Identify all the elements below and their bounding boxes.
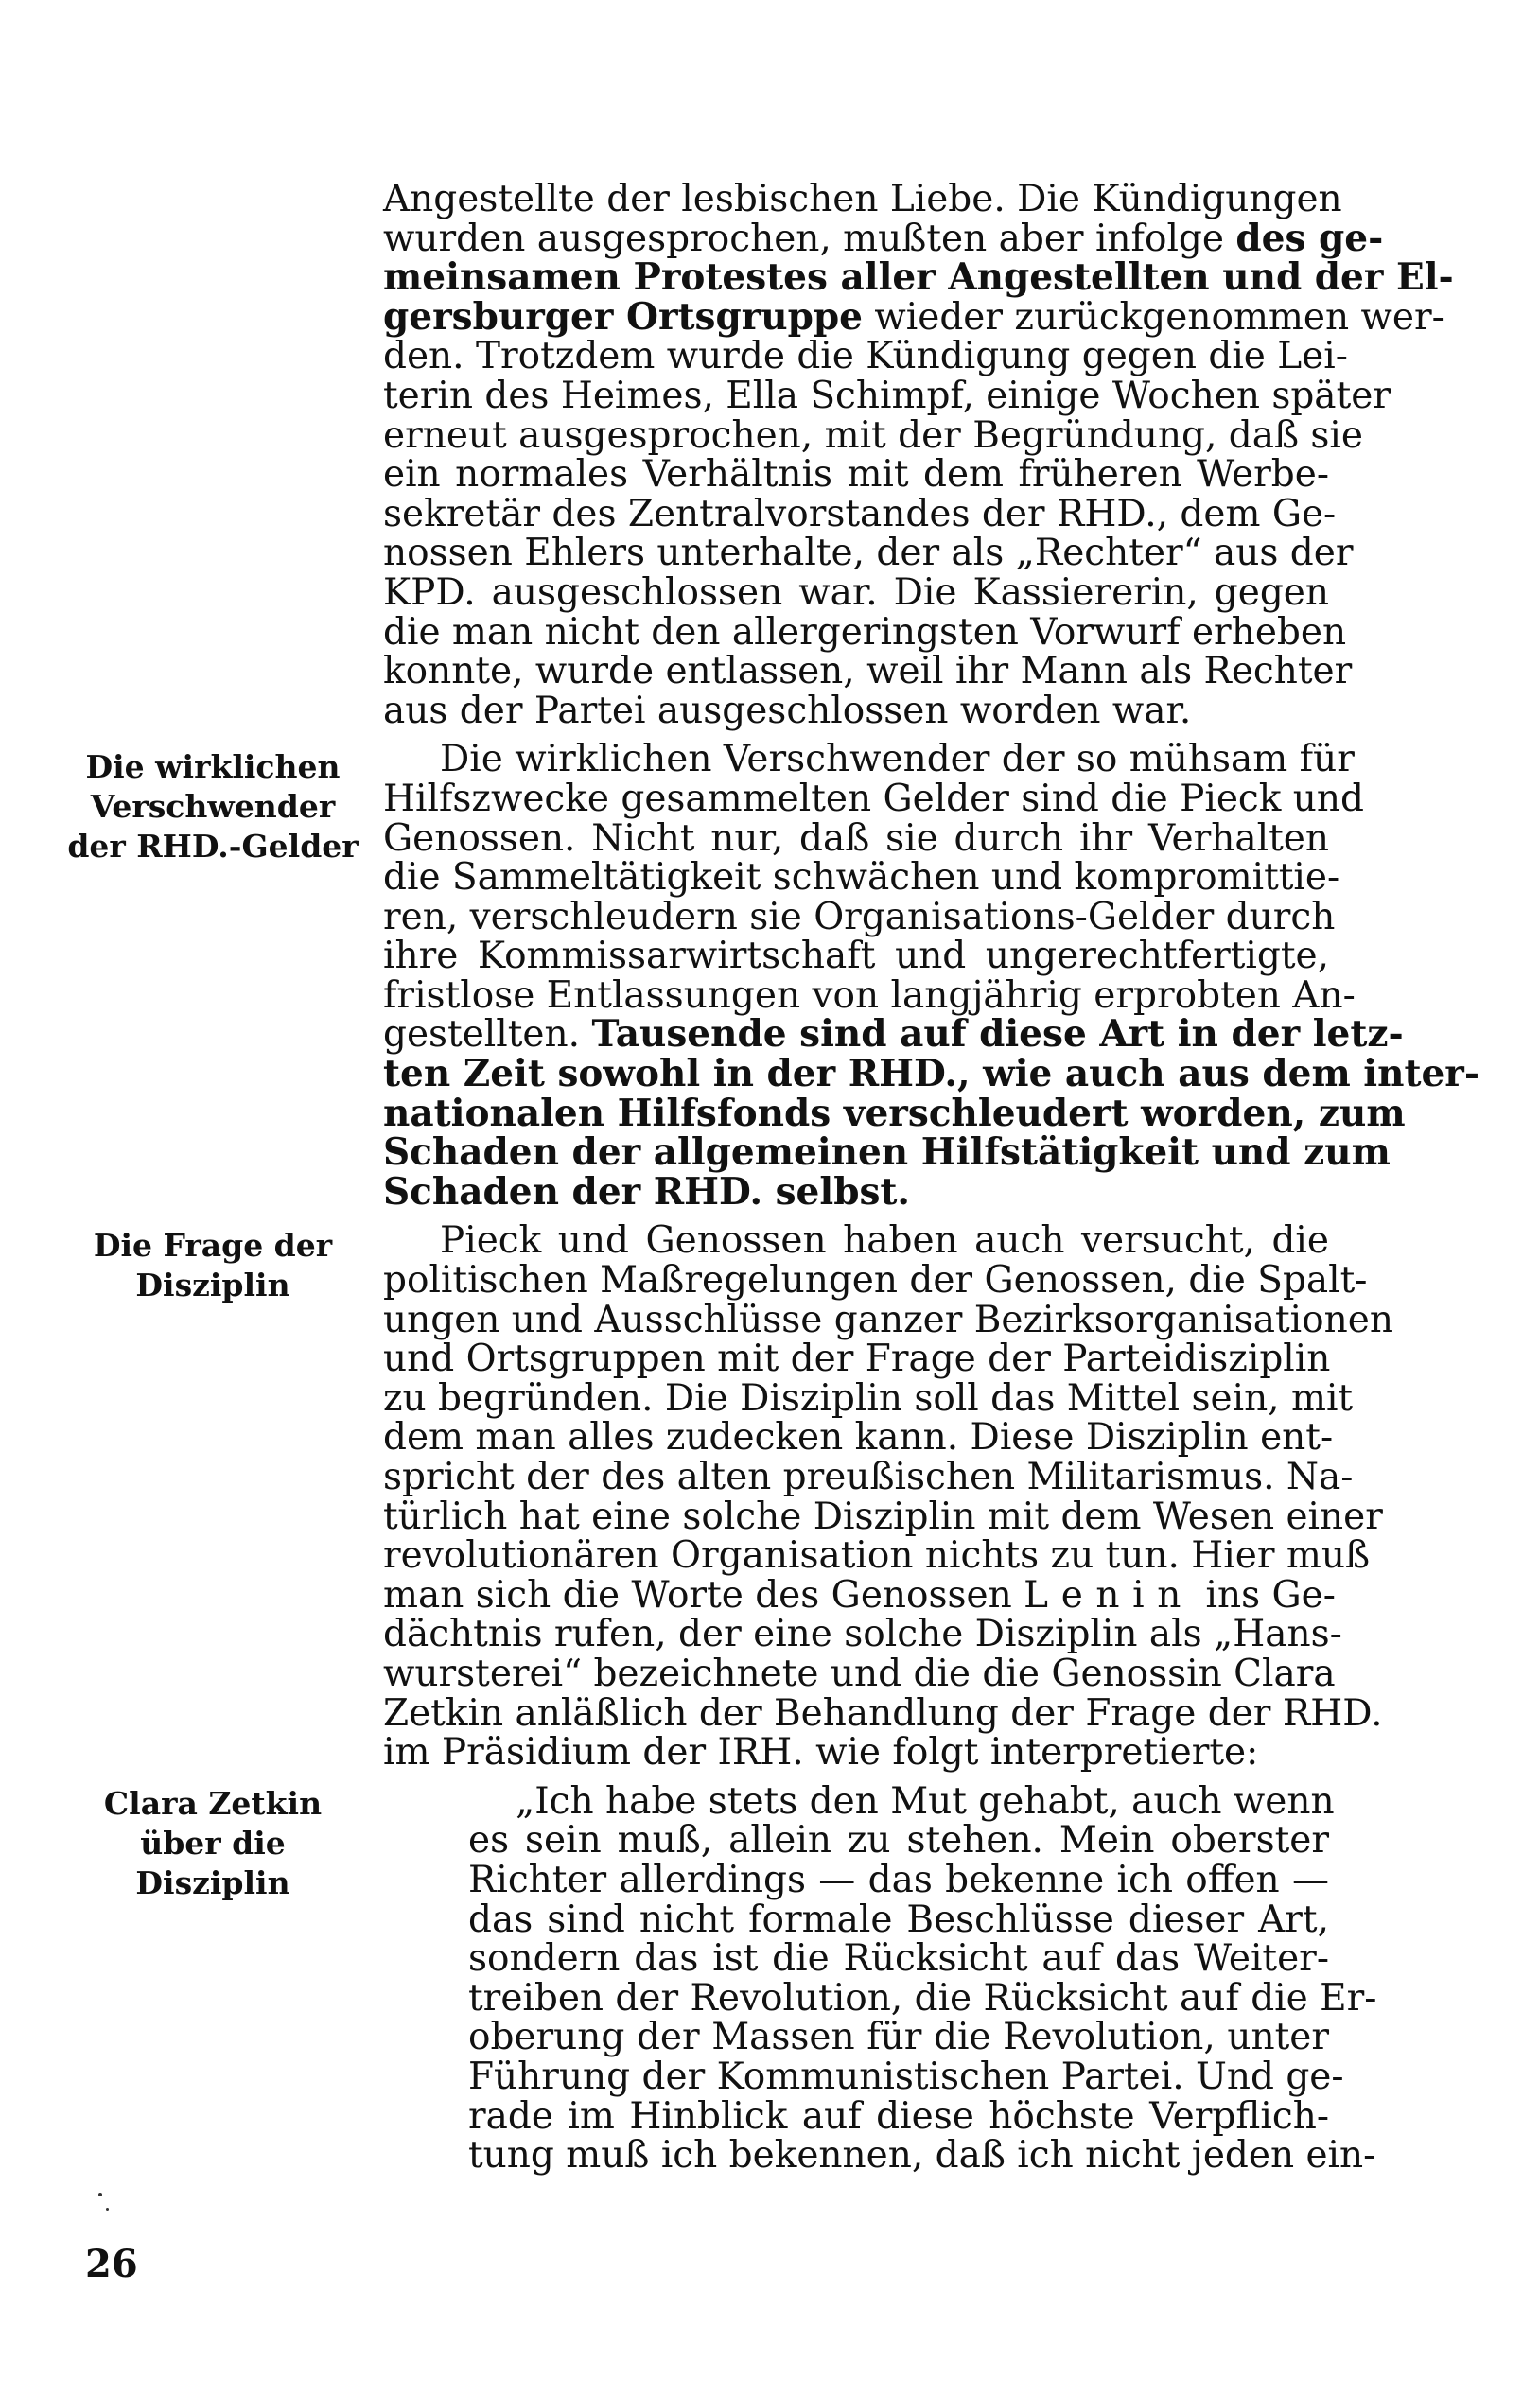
text-line: im Präsidium der IRH. wie folgt interpretierte: [383,1731,1259,1775]
text-line: ren, verschleudern sie Organisations-Gelder durch [383,895,1336,938]
text-line: Hilfszwecke gesammelten Gelder sind die Pieck und [383,777,1365,820]
text-run-bold: Tausende sind auf diese Art in der letz- [591,1012,1404,1057]
text-line: Pieck und Genossen haben auch versucht, die [440,1219,1329,1263]
text-line [383,1012,1404,1057]
text-line [383,1573,1336,1617]
text-line: Genossen. Nicht nur, daß sie durch ihr Verhalten [383,816,1329,860]
text-line: oberung der Massen für die Revolution, unter [468,2016,1329,2059]
text-line: rade im Hinblick auf diese höchste Verpflich- [468,2094,1329,2138]
text-line: sondern das ist die Rücksicht auf das Weiter- [468,1937,1329,1981]
text-run: gestellten. [383,1013,592,1057]
text-line: Angestellte der lesbischen Liebe. Die Kündigungen [383,178,1342,220]
text-line: ten Zeit sowohl in der RHD., wie auch aus dem inter- [383,1052,1480,1096]
text-line: dem man alles zudecken kann. Diese Disziplin ent- [383,1416,1334,1460]
text-line: Führung der Kommunistischen Partei. Und ge- [468,2055,1344,2098]
paragraph-1 [383,178,1454,732]
text-line: die Sammeltätigkeit schwächen und kompromittie- [383,856,1340,900]
text-line: ungen und Ausschlüsse ganzer Bezirksorganisationen [383,1298,1393,1341]
text-line: treiben der Revolution, die Rücksicht auf die Er- [468,1976,1377,2020]
text-line [383,294,1444,339]
text-line: es sein muß, allein zu stehen. Mein oberster [468,1819,1329,1863]
marginal-line: Disziplin [135,1267,290,1303]
print-speck [98,2193,102,2196]
text-line [383,216,1384,260]
body-text [383,178,1480,2178]
quote-block [468,1779,1377,2178]
text-line: fristlose Entlassungen von langjährig erprobten An- [383,973,1356,1017]
text-line: Zetkin anläßlich der Behandlung der Frage der RHD. [383,1691,1383,1735]
text-line: politischen Maßregelungen der Genossen, die Spalt- [383,1259,1368,1303]
marginal-line: über die Disziplin [135,1825,290,1901]
text-line: den. Trotzdem wurde die Kündigung gegen die Lei- [383,335,1348,378]
text-line: und Ortsgruppen mit der Frage der Parteidisziplin [383,1338,1331,1381]
text-line: nationalen Hilfsfonds verschleudert worden, zum [383,1091,1406,1135]
marginal-line: Verschwender [90,788,336,825]
text-line: nossen Ehlers unterhalte, der als „Rechter“ aus der [383,532,1354,575]
text-line: sekretär des Zentralvorstandes der RHD., dem Ge- [383,492,1337,535]
marginal-note-disziplin [61,1226,364,1305]
text-run: wurden ausgesprochen, mußten aber infolge [383,217,1236,260]
paragraph-2 [383,738,1480,1214]
marginal-line: Die Frage der [93,1227,333,1264]
text-line: erneut ausgesprochen, mit der Begründung, daß sie [383,413,1363,457]
text-line: Schaden der RHD. selbst. [383,1169,911,1214]
text-run: ins Ge- [1194,1573,1336,1617]
text-line: tung muß ich bekennen, daß ich nicht jeden ein- [468,2134,1376,2178]
text-line: „Ich habe stets den Mut gehabt, auch wenn [516,1779,1335,1823]
text-run-spaced: Lenin [1024,1573,1195,1617]
paragraph-3 [383,1219,1393,1775]
text-run: man sich die Worte des Genossen [383,1573,1024,1617]
text-line: konnte, wurde entlassen, weil ihr Mann als Rechter [383,650,1353,693]
text-line: die man nicht den allergeringsten Vorwurf erheben [383,610,1347,654]
text-line: türlich hat eine solche Disziplin mit dem Wesen einer [383,1495,1383,1538]
text-run-bold: des ge- [1235,216,1384,260]
text-line: das sind nicht formale Beschlüsse dieser Art, [468,1898,1329,1941]
text-line: ein normales Verhältnis mit dem früheren Werbe- [383,453,1329,497]
text-line: Richter allerdings — das bekenne ich offen — [468,1858,1329,1901]
marginal-note-zetkin [61,1784,364,1903]
text-run-bold: gersburger Ortsgruppe [383,294,863,339]
marginal-line: der RHD.-Gelder [67,828,359,865]
text-line: KPD. ausgeschlossen war. Die Kassiererin, gegen [383,570,1329,614]
text-line: spricht der des alten preußischen Militarismus. Na- [383,1456,1354,1498]
text-line: dächtnis rufen, der eine solche Disziplin als „Hans- [383,1613,1342,1656]
text-line: wursterei“ bezeichnete und die die Genossin Clara [383,1652,1336,1695]
print-speck [106,2208,109,2211]
page-number: 26 [85,2242,138,2286]
text-line: Die wirklichen Verschwender der so mühsam für [440,738,1355,781]
text-run: wieder zurückgenommen wer- [862,295,1444,339]
marginal-note-verschwender [61,747,364,866]
text-line: ihre Kommissarwirtschaft und ungerechtfertigte, [383,935,1329,978]
text-line: meinsamen Protestes aller Angestellten und der El- [383,255,1454,300]
text-line: revolutionären Organisation nichts zu tun. Hier muß [383,1534,1371,1578]
text-line: zu begründen. Die Disziplin soll das Mittel sein, mit [383,1376,1354,1420]
marginal-line: Clara Zetkin [103,1785,323,1822]
text-line: Schaden der allgemeinen Hilfstätigkeit und zum [383,1130,1391,1175]
text-line: terin des Heimes, Ella Schimpf, einige Wochen später [383,374,1391,417]
marginal-line: Die wirklichen [85,748,341,785]
text-line: aus der Partei ausgeschlossen worden war. [383,689,1192,732]
